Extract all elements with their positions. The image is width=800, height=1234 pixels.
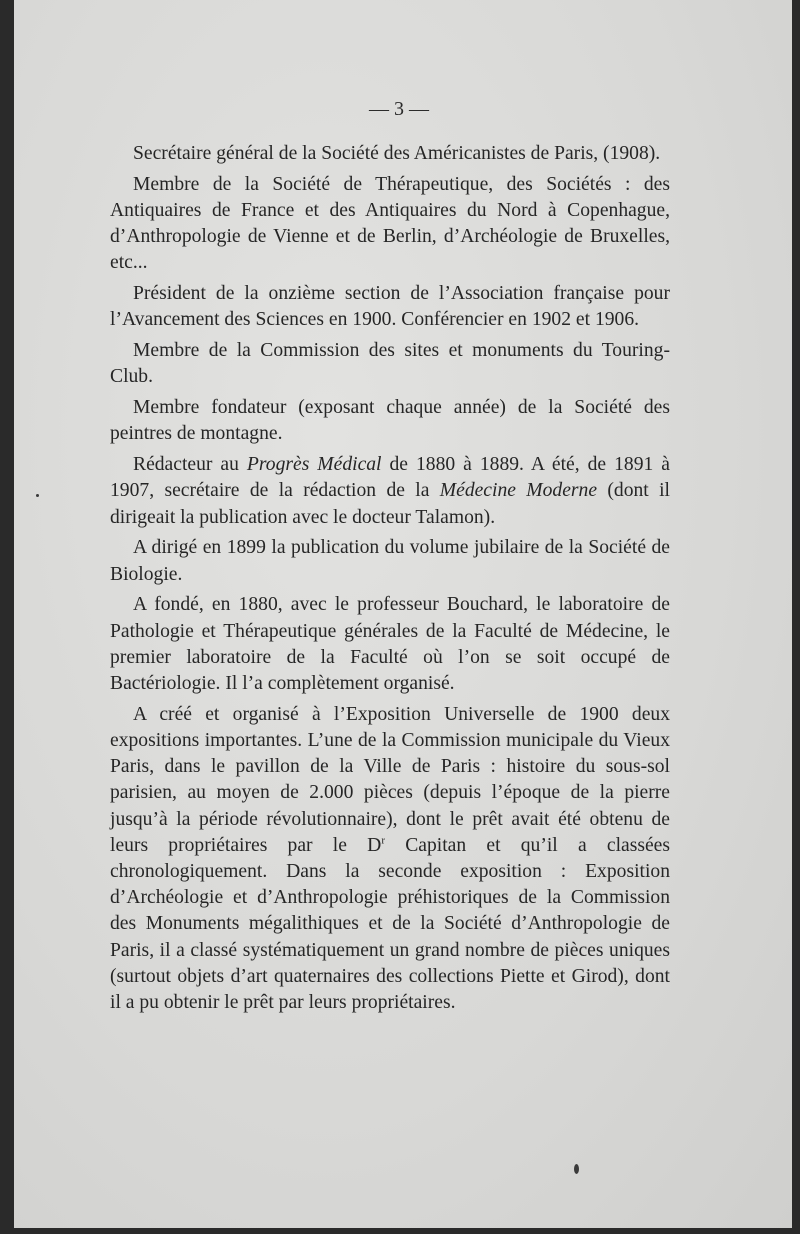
text-run: Président de la onzième section de l’Association française pour l’Avancement des Sciences en 1900. Conférencier en 1902 et 1906. <box>110 283 670 331</box>
text-run: Membre fondateur (exposant chaque année) de la Société des peintres de montagne. <box>110 397 670 445</box>
text-run: (dont il dirigeait la publication avec le docteur Talamon). <box>110 480 670 528</box>
superscript: r <box>381 834 385 847</box>
text-run: de 1880 à 1889. A été, de 1891 à 1907, secrétaire de la rédaction de la <box>110 454 670 502</box>
paragraph <box>110 141 670 167</box>
paragraph <box>110 281 670 333</box>
italic-title: Médecine Moderne <box>439 480 598 502</box>
text-run: Membre de la Commission des sites et monuments du Touring-Club. <box>110 340 670 388</box>
paragraph <box>110 592 670 697</box>
ink-speck <box>36 494 39 497</box>
page-number: — 3 — <box>369 98 429 120</box>
text-run: Capitan et qu’il a classées chronologiquement. Dans la seconde exposition : Exposition d’Archéologie et d’Anthropologie préhistoriques de la Commission des Monuments mégalithiques et de la Société d’Anthropologie de Paris, il a classé systématiquement un grand nombre de pièces uniques (surtout objets d’art quaternaires des collections Piette et Girod), dont il a pu obtenir le prêt par leurs propriétaires. <box>110 834 670 1014</box>
text-run: A créé et organisé à l’Exposition Universelle de 1900 deux expositions importantes. L’une de la Commission municipale du Vieux Paris, dans le pavillon de la Ville de Paris : histoire du sous-sol parisien, au moyen de 2.000 pièces (depuis l’époque de la pierre jusqu’à la période révolutionnaire), dont le prêt avait été obtenu de leurs propriétaires par le D <box>110 703 670 856</box>
italic-title: Progrès Médical <box>246 454 382 476</box>
paragraph <box>110 172 670 277</box>
body-text <box>110 141 670 1021</box>
paragraph <box>110 452 670 531</box>
book-page <box>14 0 792 1228</box>
text-run: A fondé, en 1880, avec le professeur Bouchard, le laboratoire de Pathologie et Thérapeutique générales de la Faculté de Médecine, le premier laboratoire de la Faculté où l’on se soit occupé de Bactériologie. Il l’a complètement organisé. <box>110 594 670 695</box>
text-run: Membre de la Société de Thérapeutique, des Sociétés : des Antiquaires de France et des Antiquaires du Nord à Copenhague, d’Anthropologie de Vienne et de Berlin, d’Archéologie de Bruxelles, etc... <box>110 173 670 274</box>
text-run: A dirigé en 1899 la publication du volume jubilaire de la Société de Biologie. <box>110 537 670 585</box>
paragraph <box>110 338 670 390</box>
paragraph <box>110 702 670 1016</box>
text-run: Secrétaire général de la Société des Américanistes de Paris, (1908). <box>133 143 661 164</box>
paragraph <box>110 395 670 447</box>
paragraph <box>110 535 670 587</box>
text-run: Rédacteur au <box>133 454 247 476</box>
ink-speck <box>574 1164 579 1174</box>
